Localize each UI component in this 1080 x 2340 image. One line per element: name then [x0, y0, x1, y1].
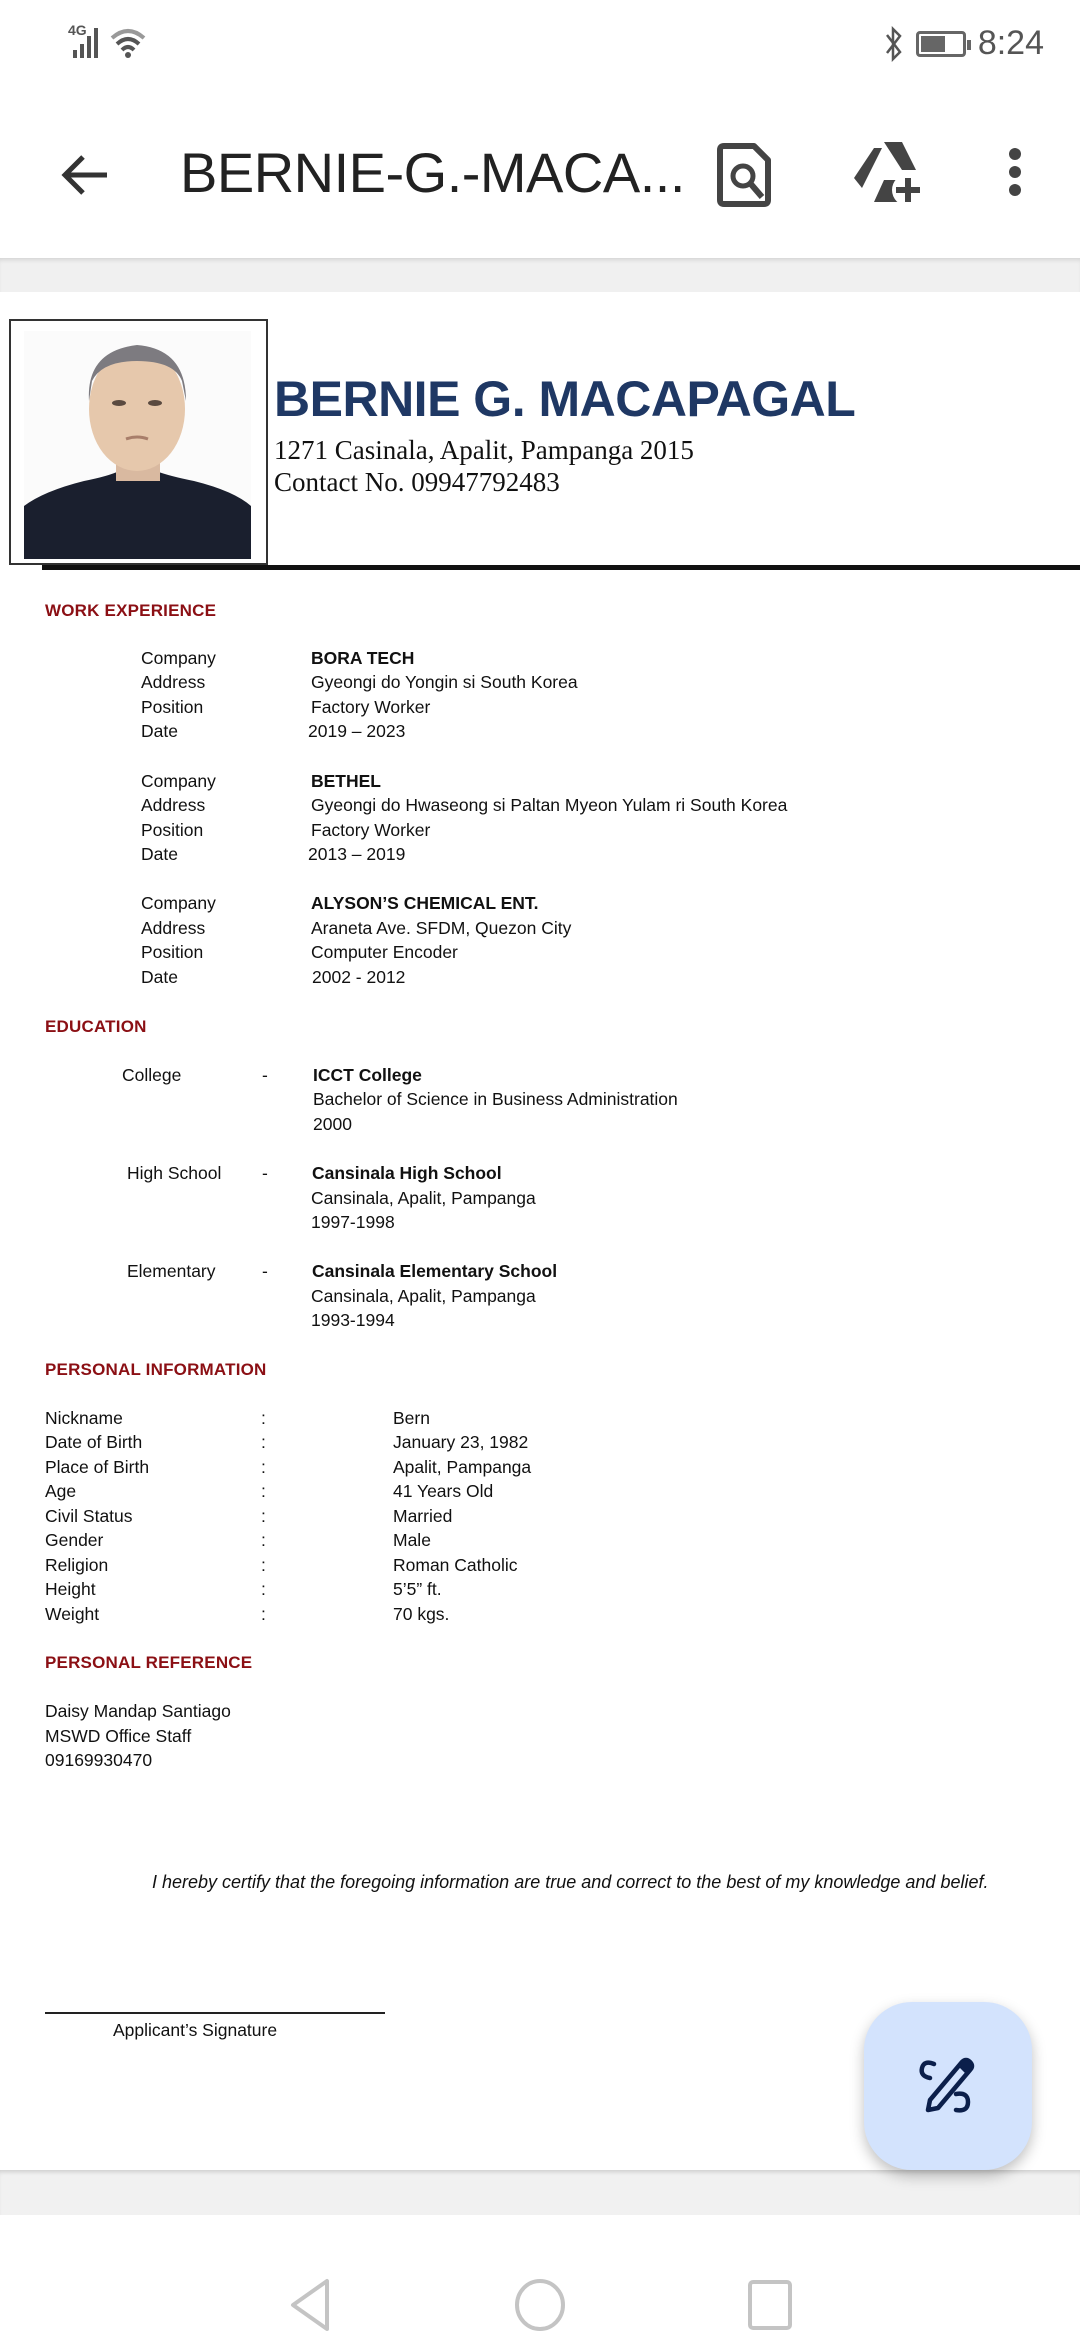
education-separator: -	[262, 1065, 268, 1085]
education-separator: -	[262, 1261, 268, 1281]
info-label: Religion	[45, 1555, 109, 1575]
viewer-background-bottom	[0, 2170, 1080, 2215]
job-label-date: Date	[141, 967, 178, 987]
find-in-document-button[interactable]	[710, 140, 780, 210]
applicant-address: 1271 Casinala, Apalit, Pampanga 2015	[274, 435, 694, 465]
reference-position: MSWD Office Staff	[45, 1726, 192, 1746]
info-separator: :	[261, 1481, 266, 1501]
app-bar	[0, 90, 1080, 258]
status-bar	[0, 0, 1080, 90]
job-label-position: Position	[141, 820, 204, 840]
drive-add-icon	[850, 140, 930, 210]
education-school: ICCT College	[313, 1065, 422, 1085]
education-separator: -	[262, 1163, 268, 1183]
person-portrait-icon	[24, 331, 251, 559]
info-label: Height	[45, 1579, 96, 1599]
signature-line	[45, 2012, 385, 2014]
education-year: 1993-1994	[311, 1310, 395, 1330]
more-options-button[interactable]	[990, 140, 1040, 210]
viewer-background-top	[0, 258, 1080, 292]
status-right	[884, 24, 1044, 63]
network-type: 4G	[68, 22, 87, 38]
clock: 8:24	[977, 24, 1044, 62]
job-company: BORA TECH	[311, 648, 415, 668]
job-label-company: Company	[141, 648, 216, 668]
education-detail: Bachelor of Science in Business Administration	[313, 1089, 678, 1109]
draw-signature-icon	[916, 2054, 980, 2118]
job-position: Factory Worker	[311, 820, 431, 840]
job-label-address: Address	[141, 795, 206, 815]
section-personal-reference: PERSONAL REFERENCE	[45, 1653, 253, 1672]
education-school: Cansinala High School	[312, 1163, 502, 1183]
wifi-icon	[110, 26, 146, 58]
applicant-photo	[24, 331, 251, 559]
info-separator: :	[261, 1530, 266, 1550]
education-detail: Cansinala, Apalit, Pampanga	[311, 1188, 536, 1208]
info-value: Apalit, Pampanga	[393, 1457, 532, 1477]
job-company: BETHEL	[311, 771, 381, 791]
nav-back-button[interactable]	[280, 2275, 340, 2335]
photo-frame	[9, 319, 268, 565]
info-separator: :	[261, 1457, 266, 1477]
job-label-position: Position	[141, 697, 204, 717]
job-address: Araneta Ave. SFDM, Quezon City	[311, 918, 572, 938]
nav-home-button[interactable]	[510, 2275, 570, 2335]
job-company: ALYSON’S CHEMICAL ENT.	[311, 893, 539, 913]
section-education: EDUCATION	[45, 1017, 147, 1036]
sign-document-fab[interactable]	[864, 2002, 1032, 2170]
job-label-date: Date	[141, 721, 178, 741]
info-value: 41 Years Old	[393, 1481, 494, 1501]
info-label: Nickname	[45, 1408, 123, 1428]
info-value: January 23, 1982	[393, 1432, 529, 1452]
bluetooth-icon	[884, 26, 904, 62]
education-year: 2000	[313, 1114, 352, 1134]
job-position: Factory Worker	[311, 697, 431, 717]
document-search-icon	[710, 140, 780, 210]
applicant-contact: Contact No. 09947792483	[274, 467, 560, 497]
job-label-company: Company	[141, 771, 216, 791]
section-work-experience: WORK EXPERIENCE	[45, 601, 217, 620]
document-page[interactable]	[0, 292, 1080, 2170]
info-label: Date of Birth	[45, 1432, 143, 1452]
info-value: Roman Catholic	[393, 1555, 518, 1575]
info-value: Male	[393, 1530, 431, 1550]
info-label: Civil Status	[45, 1506, 133, 1526]
info-separator: :	[261, 1432, 266, 1452]
job-label-address: Address	[141, 672, 206, 692]
info-label: Gender	[45, 1530, 104, 1550]
info-separator: :	[261, 1555, 266, 1575]
education-level: College	[122, 1065, 182, 1085]
back-button[interactable]	[50, 140, 120, 210]
section-personal-information: PERSONAL INFORMATION	[45, 1360, 267, 1379]
info-separator: :	[261, 1408, 266, 1428]
more-vertical-icon	[990, 140, 1040, 210]
applicant-name: BERNIE G. MACAPAGAL	[274, 371, 856, 427]
info-label: Place of Birth	[45, 1457, 150, 1477]
battery-icon	[916, 31, 966, 57]
certification-statement: I hereby certify that the foregoing information are true and correct to the best of my knowledge and belief.	[152, 1872, 989, 1892]
info-label: Age	[45, 1481, 77, 1501]
reference-name: Daisy Mandap Santiago	[45, 1701, 231, 1721]
job-address: Gyeongi do Yongin si South Korea	[311, 672, 578, 692]
education-level: High School	[127, 1163, 222, 1183]
job-date: 2019 – 2023	[308, 721, 406, 741]
signature-label: Applicant’s Signature	[113, 2020, 278, 2040]
job-label-position: Position	[141, 942, 204, 962]
job-position: Computer Encoder	[311, 942, 458, 962]
nav-back-icon	[285, 2277, 335, 2333]
info-separator: :	[261, 1579, 266, 1599]
document-title: BERNIE-G.-MACA...	[180, 141, 685, 204]
arrow-left-icon	[59, 149, 111, 201]
job-date: 2013 – 2019	[308, 844, 406, 864]
status-left	[68, 22, 146, 58]
system-nav-bar	[0, 2215, 1080, 2340]
job-label-address: Address	[141, 918, 206, 938]
add-to-drive-button[interactable]	[850, 140, 930, 210]
nav-recents-button[interactable]	[740, 2275, 800, 2335]
info-value: Married	[393, 1506, 453, 1526]
education-level: Elementary	[127, 1261, 216, 1281]
info-value: Bern	[393, 1408, 430, 1428]
education-detail: Cansinala, Apalit, Pampanga	[311, 1286, 536, 1306]
education-year: 1997-1998	[311, 1212, 395, 1232]
info-value: 5’5” ft.	[393, 1579, 442, 1599]
job-label-company: Company	[141, 893, 216, 913]
info-label: Weight	[45, 1604, 100, 1624]
job-address: Gyeongi do Hwaseong si Paltan Myeon Yulam ri South Korea	[311, 795, 788, 815]
job-date: 2002 - 2012	[312, 967, 406, 987]
job-label-date: Date	[141, 844, 178, 864]
info-value: 70 kgs.	[393, 1604, 450, 1624]
header-divider	[42, 565, 1080, 570]
nav-recents-icon	[745, 2277, 795, 2333]
reference-phone: 09169930470	[45, 1750, 153, 1770]
nav-home-icon	[512, 2277, 568, 2333]
education-school: Cansinala Elementary School	[312, 1261, 558, 1281]
info-separator: :	[261, 1604, 266, 1624]
info-separator: :	[261, 1506, 266, 1526]
